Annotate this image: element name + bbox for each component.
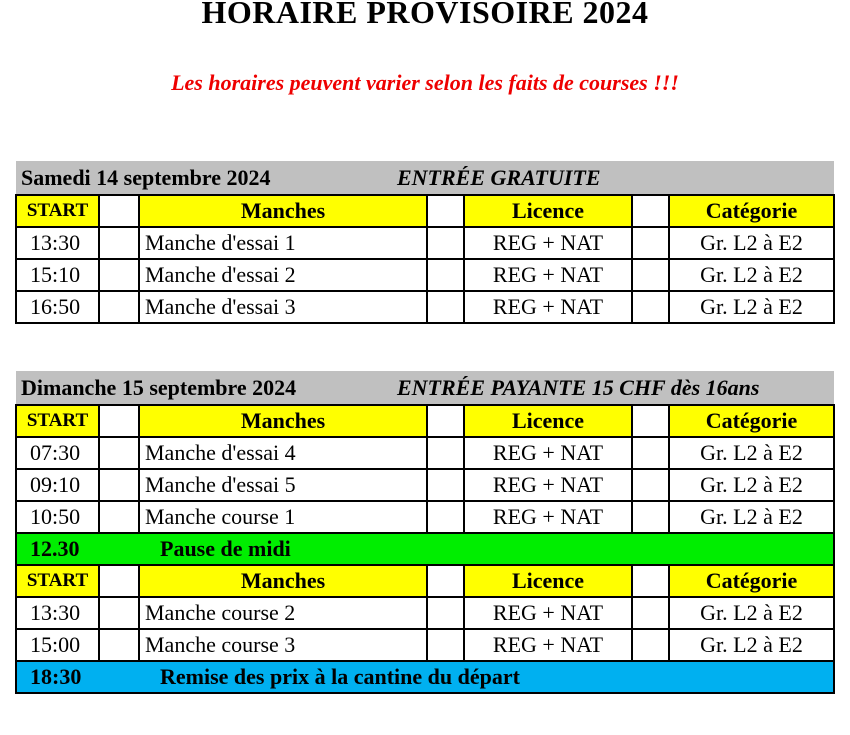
spacer-cell xyxy=(427,501,464,533)
categorie-header: Catégorie xyxy=(669,195,834,227)
prize-cell xyxy=(16,661,834,693)
start-time: 16:50 xyxy=(16,291,99,323)
start-header: START xyxy=(16,195,99,227)
start-header: START xyxy=(16,405,99,437)
start-time: 07:30 xyxy=(16,437,99,469)
warning-note: Les horaires peuvent varier selon les faits de courses !!! xyxy=(171,70,679,95)
spacer-cell xyxy=(427,437,464,469)
pause-cell xyxy=(16,533,834,565)
categorie-value: Gr. L2 à E2 xyxy=(669,501,834,533)
categorie-value: Gr. L2 à E2 xyxy=(669,259,834,291)
manche-name: Manche course 3 xyxy=(139,629,427,661)
spacer-cell xyxy=(632,405,669,437)
saturday-schedule-table xyxy=(15,161,835,324)
licence-header: Licence xyxy=(464,195,632,227)
sunday-schedule-table xyxy=(15,371,835,694)
manche-name: Manche d'essai 1 xyxy=(139,227,427,259)
start-time: 13:30 xyxy=(16,227,99,259)
spacer-cell xyxy=(99,227,139,259)
table-row xyxy=(16,437,834,469)
spacer-cell xyxy=(632,259,669,291)
categorie-header: Catégorie xyxy=(669,565,834,597)
spacer-cell xyxy=(632,291,669,323)
spacer-cell xyxy=(99,597,139,629)
manche-name: Manche course 2 xyxy=(139,597,427,629)
manche-name: Manche d'essai 4 xyxy=(139,437,427,469)
licence-value: REG + NAT xyxy=(464,469,632,501)
spacer-cell xyxy=(632,469,669,501)
categorie-value: Gr. L2 à E2 xyxy=(669,597,834,629)
spacer-cell xyxy=(632,597,669,629)
spacer-cell xyxy=(99,629,139,661)
spacer-cell xyxy=(632,227,669,259)
manches-header: Manches xyxy=(139,565,427,597)
spacer-cell xyxy=(427,259,464,291)
spacer-cell xyxy=(99,501,139,533)
licence-header: Licence xyxy=(464,565,632,597)
page-title: HORAIRE PROVISOIRE 2024 xyxy=(201,0,649,30)
spacer-cell xyxy=(427,227,464,259)
spacer-cell xyxy=(632,501,669,533)
day-header-cell xyxy=(16,371,834,405)
spacer-cell xyxy=(632,629,669,661)
spacer-cell xyxy=(99,405,139,437)
prize-label: Remise des prix à la cantine du départ xyxy=(160,664,520,689)
licence-value: REG + NAT xyxy=(464,437,632,469)
categorie-header: Catégorie xyxy=(669,405,834,437)
day-header-cell xyxy=(16,161,834,195)
table-row xyxy=(16,501,834,533)
start-time: 15:00 xyxy=(16,629,99,661)
pause-time: 12.30 xyxy=(30,536,80,561)
spacer-cell xyxy=(427,405,464,437)
licence-value: REG + NAT xyxy=(464,291,632,323)
spacer-cell xyxy=(427,291,464,323)
start-time: 15:10 xyxy=(16,259,99,291)
table-row xyxy=(16,291,834,323)
table-row xyxy=(16,259,834,291)
table-row xyxy=(16,227,834,259)
categorie-value: Gr. L2 à E2 xyxy=(669,291,834,323)
day-label: Dimanche 15 septembre 2024 xyxy=(21,374,297,400)
start-time: 10:50 xyxy=(16,501,99,533)
spacer-cell xyxy=(632,437,669,469)
spacer-cell xyxy=(427,195,464,227)
start-time: 09:10 xyxy=(16,469,99,501)
licence-header: Licence xyxy=(464,405,632,437)
prize-row xyxy=(16,661,834,693)
table-row xyxy=(16,597,834,629)
spacer-cell xyxy=(99,259,139,291)
manche-name: Manche d'essai 3 xyxy=(139,291,427,323)
licence-value: REG + NAT xyxy=(464,501,632,533)
manche-name: Manche course 1 xyxy=(139,501,427,533)
start-time: 13:30 xyxy=(16,597,99,629)
table-row xyxy=(16,629,834,661)
spacer-cell xyxy=(99,291,139,323)
spacer-cell xyxy=(632,565,669,597)
licence-value: REG + NAT xyxy=(464,629,632,661)
spacer-cell xyxy=(427,597,464,629)
column-header-row xyxy=(16,565,834,597)
day-label: Samedi 14 septembre 2024 xyxy=(21,164,271,190)
entry-note: ENTRÉE PAYANTE 15 CHF dès 16ans xyxy=(397,374,760,400)
categorie-value: Gr. L2 à E2 xyxy=(669,629,834,661)
spacer-cell xyxy=(99,565,139,597)
manche-name: Manche d'essai 2 xyxy=(139,259,427,291)
pause-row xyxy=(16,533,834,565)
start-header: START xyxy=(16,565,99,597)
spacer-cell xyxy=(99,195,139,227)
entry-note: ENTRÉE GRATUITE xyxy=(397,164,601,190)
spacer-cell xyxy=(99,469,139,501)
column-header-row xyxy=(16,195,834,227)
categorie-value: Gr. L2 à E2 xyxy=(669,469,834,501)
manches-header: Manches xyxy=(139,405,427,437)
spacer-cell xyxy=(427,565,464,597)
licence-value: REG + NAT xyxy=(464,259,632,291)
pause-label: Pause de midi xyxy=(160,536,291,561)
licence-value: REG + NAT xyxy=(464,227,632,259)
prize-time: 18:30 xyxy=(30,664,82,689)
categorie-value: Gr. L2 à E2 xyxy=(669,227,834,259)
spacer-cell xyxy=(99,437,139,469)
spacer-cell xyxy=(427,469,464,501)
day-header-row xyxy=(16,161,834,195)
manches-header: Manches xyxy=(139,195,427,227)
licence-value: REG + NAT xyxy=(464,597,632,629)
column-header-row xyxy=(16,405,834,437)
day-header-row xyxy=(16,371,834,405)
spacer-cell xyxy=(427,629,464,661)
spacer-cell xyxy=(632,195,669,227)
table-row xyxy=(16,469,834,501)
manche-name: Manche d'essai 5 xyxy=(139,469,427,501)
categorie-value: Gr. L2 à E2 xyxy=(669,437,834,469)
